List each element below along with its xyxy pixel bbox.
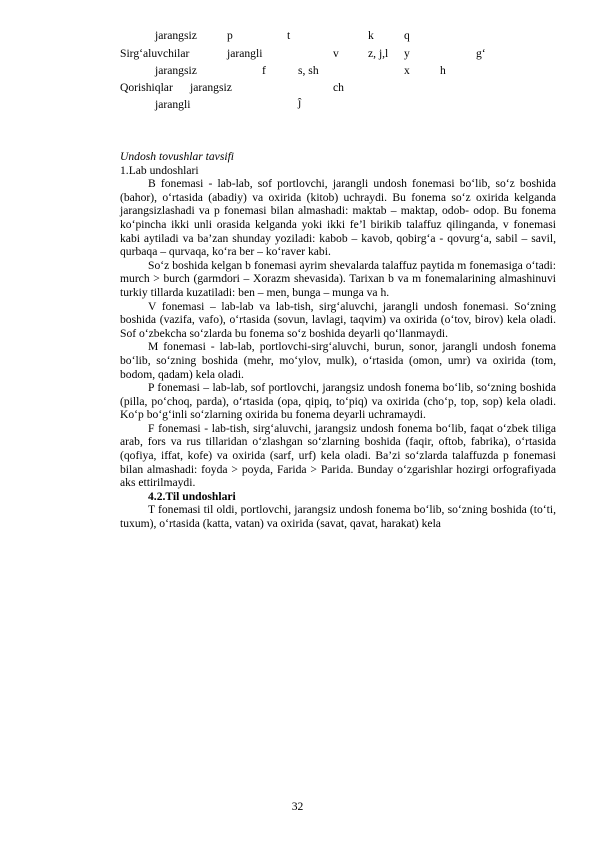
row2-sublabel: jarangli	[227, 47, 263, 60]
row5-cell-2: ĵ	[298, 96, 302, 109]
page-number: 32	[291, 800, 304, 813]
row1-label: jarangsiz	[155, 29, 197, 42]
paragraph-f: F fonemasi - lab-tish, sirg‘aluvchi, jarangsiz undosh fonema bo‘lib, faqat o‘zbek tiliga arab, fors va rus tillaridan o‘zlashgan so‘zlarning boshida (faqir, oftob, fabrika), o‘rtasida (qofiya, iffat, kofe) va oxirida (sarf, urf) kela oladi. Ba’zi so‘zlarda talaffuzda p fonemasi bilan almashadi: foyda > poyda, Farida > Parida. Bunday o‘zgarishlar hozirgi orfografiyada aks ettirilmaydi.	[120, 421, 556, 490]
row5-label: jarangli	[155, 98, 191, 111]
paragraph-b-dialect: So‘z boshida kelgan b fonemasi ayrim shevalarda talaffuz paytida m fonemasiga o‘tadi: murch > burch (garmdori – Xorazm shevasida). Tarixan b va m fonemalarining almashinuvi turkiy tillarda kuzatiladi: ben – men, bunga – munga va h.	[120, 258, 556, 299]
paragraph-m: M fonemasi - lab-lab, portlovchi-sirg‘aluvchi, burun, sonor, jarangli undosh fonema bo‘lib, so‘zning boshida (mehr, mo‘ylov, mulk), o‘rtasida (omon, umr) va oxirida (tom, bodom, qadam) kela oladi.	[120, 340, 556, 381]
row1-cell-1: p	[227, 29, 233, 42]
row3-cell-1: f	[262, 64, 266, 77]
row3-cell-2: s, sh	[298, 64, 319, 77]
section-heading-bold: 4.2.Til undoshlari	[148, 489, 236, 503]
row1-cell-3: k	[368, 29, 374, 42]
row2-cell-4: y	[404, 47, 410, 60]
subheading: 1.Lab undoshlari	[120, 163, 199, 177]
paragraph-v: V fonemasi – lab-lab va lab-tish, sirg‘aluvchi, jarangli undosh fonemasi. So‘zning boshida (vazifa, vafo), o‘rtasida (sovun, lavlagi, taqvim) va oxirida (o‘tov, birov) kela oladi. Sof o‘zbekcha so‘zlarda bu fonema so‘z boshida deyarli qo‘llanmaydi.	[120, 299, 556, 340]
row1-cell-4: q	[404, 29, 410, 42]
section-heading-italic: Undosh tovushlar tavsifi	[120, 150, 235, 163]
row2-cell-5: g‘	[476, 47, 486, 60]
row4-label: Qorishiqlar	[120, 81, 173, 94]
consonant-classification-table	[0, 0, 595, 140]
row2-cell-2: v	[333, 47, 339, 60]
row1-cell-2: t	[287, 29, 291, 42]
paragraph-p: P fonemasi – lab-lab, sof portlovchi, jarangsiz undosh fonema bo‘lib, so‘zning boshida (pilla, po‘choq, parda), o‘rtasida (opa, qipiq, to‘piq) va oxirida (cho‘p, top, sop) kela oladi. Ko‘p bo‘g‘inli so‘zlarning oxirida bu fonema deyarli uchramaydi.	[120, 381, 556, 422]
row3-cell-4: x	[404, 64, 410, 77]
row4-sublabel: jarangsiz	[190, 81, 232, 94]
paragraph-b: B fonemasi - lab-lab, sof portlovchi, jarangli undosh fonemasi bo‘lib, so‘z boshida (bahor), o‘rtasida (abadiy) va oxirida (kitob) uchraydi. Bu fonema so‘z oxirida kelganda jarangsizlashadi va p fonemasi bilan almashadi: maktab – maktap, odob- odop. Bu fonema ko‘pincha ikki unli orasida kelganda yoki ikki fe’l birikib talaffuz qilinganda, v fonemasi kabi aytiladi va ba’zan shunday yoziladi: kabob – kavob, qobirg‘a - qovurg‘a, sabil – savil, qurbaqa – qurvaqa, ko‘ra ber – ko‘raver kabi.	[120, 177, 556, 259]
row4-cell-3: ch	[333, 81, 344, 94]
row2-cell-3: z, j,l	[368, 47, 389, 60]
row2-label: Sirg‘aluvchilar	[120, 47, 190, 60]
row3-cell-5: h	[440, 64, 446, 77]
paragraph-t: T fonemasi til oldi, portlovchi, jarangsiz undosh fonema bo‘lib, so‘zning boshida (to‘ti, tuxum), o‘rtasida (katta, vatan) va oxirida (savat, qavat, harakat) kela	[120, 503, 556, 531]
row3-label: jarangsiz	[155, 64, 197, 77]
body-text	[120, 150, 556, 531]
